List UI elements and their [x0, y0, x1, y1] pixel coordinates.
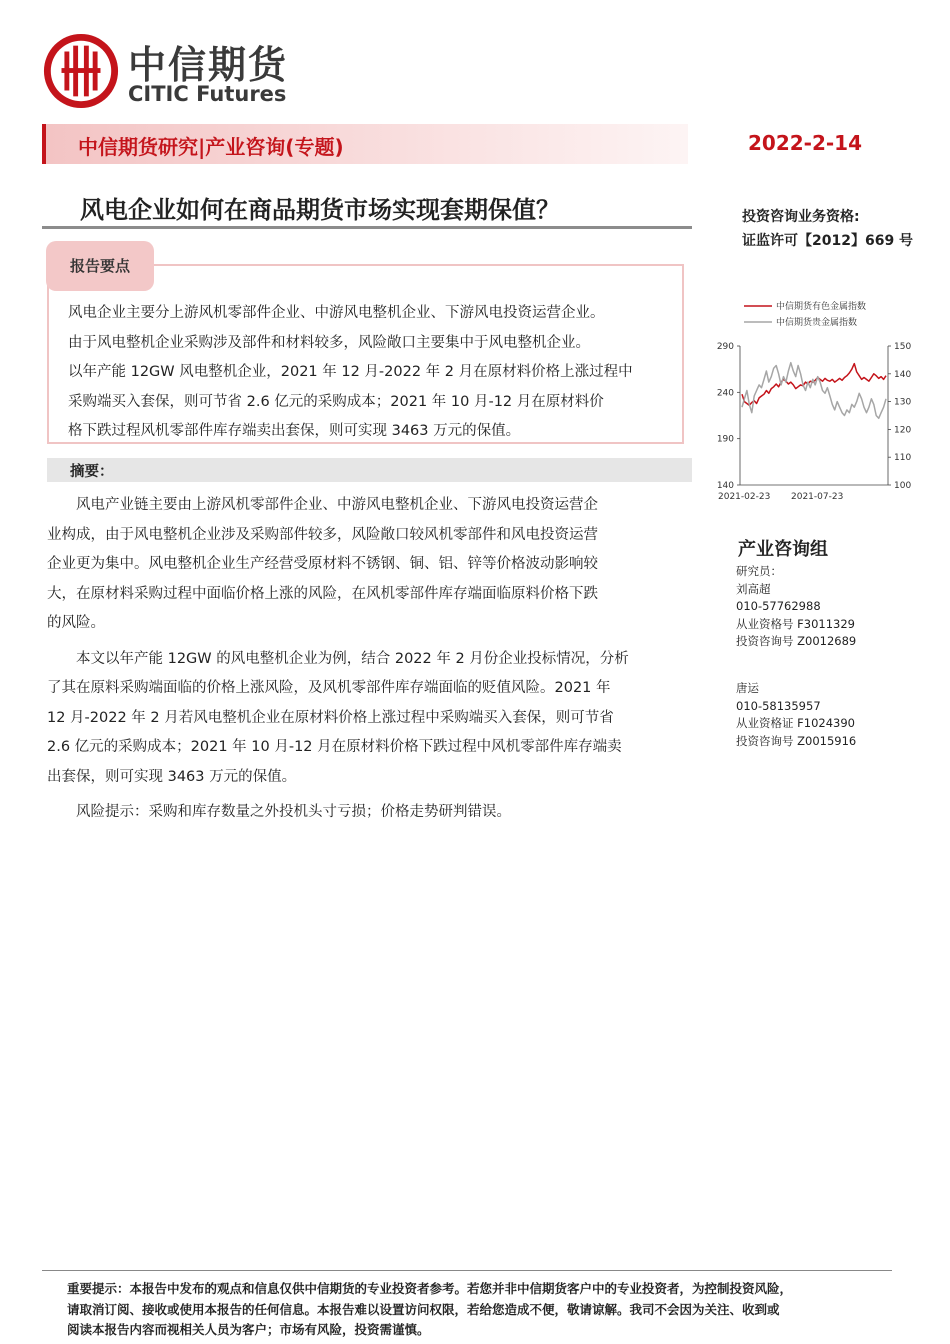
- title-divider: [42, 226, 692, 229]
- abstract-line: 的风险。: [47, 615, 105, 631]
- footer-divider: [42, 1270, 892, 1271]
- brand-name-en: CITIC Futures: [128, 82, 287, 106]
- legend-label-nonferrous: 中信期货有色金属指数: [776, 302, 867, 312]
- analyst-license: 投资咨询号 Z0015916: [736, 733, 857, 748]
- abstract-line: 风电产业链主要由上游风机零部件企业、中游风电整机企业、下游风电投资运营企: [47, 497, 598, 513]
- key-point-line: 格下跌过程风机零部件库存端卖出套保，则可实现 3463 万元的保值。: [68, 423, 521, 439]
- abstract-line: 业构成，由于风电整机企业涉及采购部件较多，风险敞口较风机零部件和风电投资运营: [47, 526, 598, 543]
- metal-index-chart: [706, 294, 936, 508]
- key-point-line: 以年产能 12GW 风电整机企业，2021 年 12 月-2022 年 2 月在原材料价格上涨过程中: [68, 364, 633, 380]
- right-tick-label: 100: [894, 481, 912, 491]
- analyst-card: [736, 680, 856, 750]
- risk-warning: 风险提示：采购和库存数量之外投机头寸亏损；价格走势研判错误。: [47, 804, 511, 820]
- report-date: 2022-2-14: [748, 131, 863, 155]
- left-tick-label: 190: [716, 434, 734, 445]
- abstract-line: 了其在原料采购端面临的价格上涨风险，及风机零部件库存端面临的贬值风险。2021 年: [47, 680, 611, 696]
- analyst-phone: 010-58135957: [736, 698, 821, 713]
- citic-logo-icon: [42, 32, 120, 110]
- analyst-name: 唐运: [736, 681, 759, 695]
- qualification-label: 投资咨询业务资格:: [742, 209, 860, 225]
- x-tick-label: 2021-02-23: [718, 492, 771, 502]
- abstract-line: 12 月-2022 年 2 月若风电整机企业在原材料价格上涨过程中采购端买入套保，则可节省: [47, 709, 614, 726]
- key-point-line: 采购端买入套保，则可节省 2.6 亿元的采购成本；2021 年 10 月-12 月在原材料价: [68, 393, 604, 410]
- legend-label-precious: 中信期货贵金属指数: [776, 318, 858, 328]
- right-tick-label: 110: [894, 453, 912, 464]
- analyst-license: 投资咨询号 Z0012689: [736, 634, 857, 648]
- key-points-heading: 报告要点: [46, 241, 154, 291]
- right-tick-label: 140: [894, 369, 912, 380]
- key-point-line: 风电企业主要分上游风机零部件企业、中游风电整机企业、下游风电投资运营企业。: [68, 305, 605, 321]
- right-tick-label: 130: [894, 397, 912, 408]
- abstract-line: 企业更为集中。风电整机企业生产经营受原材料不锈钢、铜、铝、锌等价格波动影响较: [47, 556, 598, 572]
- series-line-nonferrous: [742, 364, 886, 406]
- section-title: 中信期货研究|产业咨询(专题): [78, 135, 344, 159]
- disclaimer-line: 重要提示：本报告中发布的观点和信息仅供中信期货的专业投资者参考。若您并非中信期货客户中的专业投资者，为控制投资风险，: [67, 1281, 793, 1296]
- left-tick-label: 240: [716, 388, 734, 399]
- analyst-license: 从业资格证 F1024390: [736, 716, 855, 730]
- right-tick-label: 150: [894, 342, 912, 352]
- team-title: 产业咨询组: [738, 539, 828, 560]
- abstract-header-bar: [47, 458, 692, 482]
- disclaimer-line: 阅读本报告内容而视相关人员为客户；市场有风险，投资需谨慎。: [67, 1322, 430, 1337]
- qualification-value: 证监许可【2012】669 号: [742, 233, 914, 249]
- abstract-line: 2.6 亿元的采购成本；2021 年 10 月-12 月在原材料价格下跌过程中风机零部件库存端卖: [47, 739, 622, 755]
- left-tick-label: 140: [716, 481, 734, 491]
- analyst-name: 刘高超: [736, 581, 771, 596]
- analyst-card: [736, 563, 856, 651]
- brand-name-cn: 中信期货: [128, 43, 289, 87]
- abstract-line: 本文以年产能 12GW 的风电整机企业为例，结合 2022 年 2 月份企业投标情况，分析: [47, 650, 629, 667]
- abstract-heading: 摘要：: [70, 464, 114, 480]
- disclaimer-line: 请取消订阅、接收或使用本报告的任何信息。本报告难以设置访问权限，若给您造成不便，敬请谅解。我司不会因为关注、收到或: [67, 1301, 780, 1317]
- analyst-role: 研究员：: [736, 564, 782, 578]
- svg-text:CITIC: CITIC: [81, 108, 84, 110]
- abstract-line: 大，在原材料采购过程中面临价格上涨的风险，在风机零部件库存端面临原料价格下跌: [47, 585, 598, 602]
- series-line-precious: [742, 363, 886, 419]
- right-tick-label: 120: [894, 425, 912, 436]
- x-tick-label: 2021-07-23: [791, 492, 844, 502]
- abstract-body: [47, 491, 689, 828]
- analyst-license: 从业资格号 F3011329: [736, 616, 855, 631]
- left-tick-label: 290: [716, 342, 734, 352]
- analyst-phone: 010-57762988: [736, 599, 821, 613]
- abstract-line: 出套保，则可实现 3463 万元的保值。: [47, 768, 297, 785]
- report-title: 风电企业如何在商品期货市场实现套期保值？: [80, 196, 560, 224]
- key-points-text: [68, 299, 672, 447]
- disclaimer: [67, 1279, 887, 1341]
- key-point-line: 由于风电整机企业采购涉及部件和材料较多，风险敞口主要集中于风电整机企业。: [68, 334, 590, 351]
